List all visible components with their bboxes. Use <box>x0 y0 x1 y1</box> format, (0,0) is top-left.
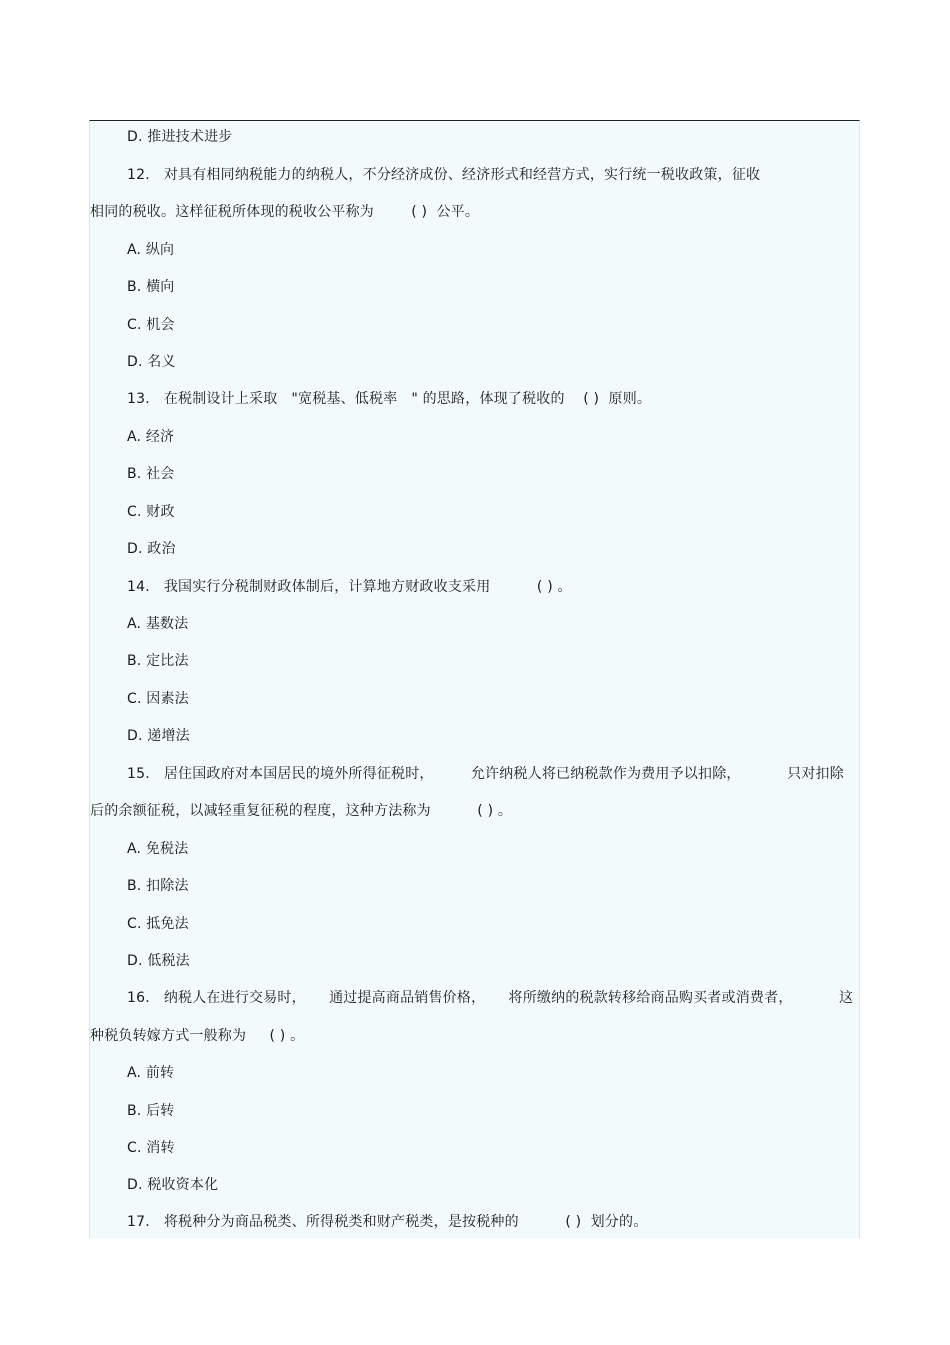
option-b-q16: B. 后转 <box>127 1103 175 1119</box>
option-d-q15: D. 低税法 <box>127 953 190 969</box>
option-a-q13: A. 经济 <box>127 429 175 445</box>
question-16: 16. 纳税人在进行交易时， 通过提高商品销售价格， 将所缴纳的税款转移给商品购买者或消费者， 这 <box>127 990 854 1006</box>
option-d-q14: D. 递增法 <box>127 728 190 744</box>
content-box <box>89 120 860 1238</box>
question-17: 17. 将税种分为商品税类、所得税类和财产税类，是按税种的 ( ) 划分的。 <box>127 1214 648 1230</box>
option-c-q13: C. 财政 <box>127 504 175 520</box>
option-b-q13: B. 社会 <box>127 466 175 482</box>
option-b-q15: B. 扣除法 <box>127 878 189 894</box>
option-c-q14: C. 因素法 <box>127 691 189 707</box>
option-a-q16: A. 前转 <box>127 1065 175 1081</box>
option-d-q16: D. 税收资本化 <box>127 1177 219 1193</box>
option-c-q15: C. 抵免法 <box>127 916 189 932</box>
option-a-q15: A. 免税法 <box>127 841 189 857</box>
question-12: 12. 对具有相同纳税能力的纳税人，不分经济成份、经济形式和经营方式，实行统一税收政策，征收 <box>127 167 761 183</box>
question-13: 13. 在税制设计上采取 "宽税基、低税率 " 的思路，体现了税收的 ( ) 原则。 <box>127 391 652 407</box>
option-c-q12: C. 机会 <box>127 317 175 333</box>
question-14: 14. 我国实行分税制财政体制后，计算地方财政收支采用 ( ) 。 <box>127 579 572 595</box>
option-d-q12: D. 名义 <box>127 354 176 370</box>
option-b-q12: B. 横向 <box>127 279 175 295</box>
question-15-continuation: 后的余额征税，以减轻重复征税的程度，这种方法称为 ( ) 。 <box>90 803 513 819</box>
question-16-continuation: 种税负转嫁方式一般称为 ( ) 。 <box>90 1028 305 1044</box>
option-b-q14: B. 定比法 <box>127 653 189 669</box>
option-c-q16: C. 消转 <box>127 1140 175 1156</box>
question-15: 15. 居住国政府对本国居民的境外所得征税时， 允许纳税人将已纳税款作为费用予以扣除， 只对扣除 <box>127 766 844 782</box>
option-d-q13: D. 政治 <box>127 541 176 557</box>
option-a-q12: A. 纵向 <box>127 242 175 258</box>
option-d-q11: D. 推进技术进步 <box>127 129 233 145</box>
option-a-q14: A. 基数法 <box>127 616 189 632</box>
question-12-continuation: 相同的税收。这样征税所体现的税收公平称为 ( ) 公平。 <box>90 204 480 220</box>
